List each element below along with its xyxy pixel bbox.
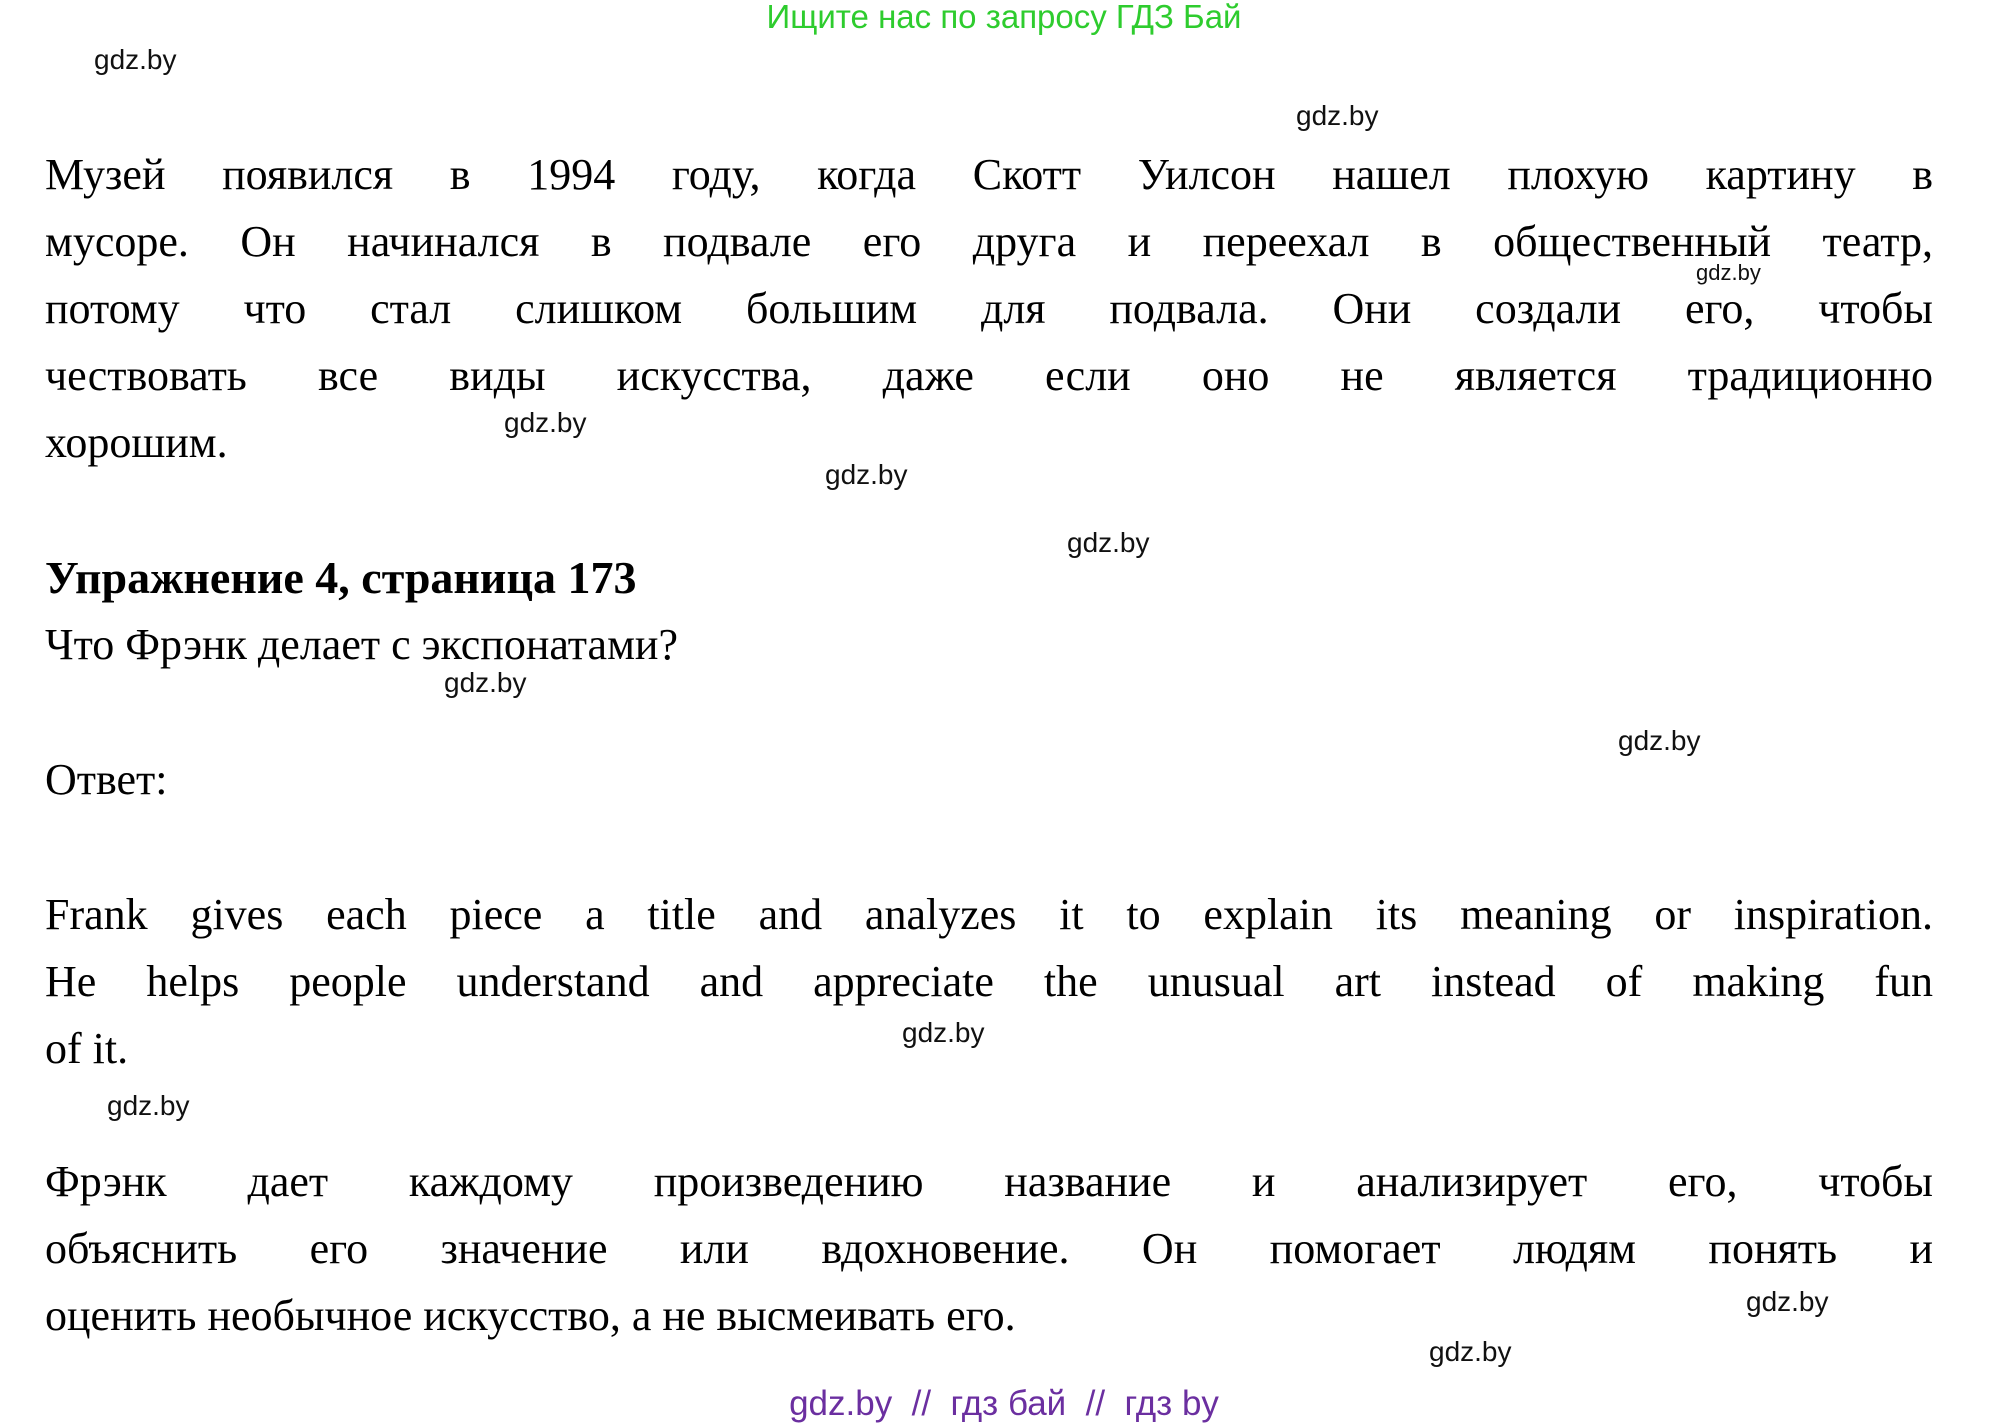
- text-line: потому что стал слишком большим для подвала. Они создали его, чтобы: [45, 284, 1933, 333]
- text-line: чествовать все виды искусства, даже если оно не является традиционно: [45, 351, 1933, 400]
- answer-label: Ответ:: [45, 755, 168, 804]
- text-line: Музей появился в 1994 году, когда Скотт Уилсон нашел плохую картину в: [45, 150, 1933, 199]
- watermark: gdz.by: [444, 667, 527, 698]
- text-line: хорошим.: [45, 418, 228, 467]
- watermark: gdz.by: [902, 1017, 985, 1048]
- text-line: оценить необычное искусство, а не высмеивать его.: [45, 1291, 1016, 1340]
- text-line: объяснить его значение или вдохновение. Он помогает людям понять и: [45, 1224, 1933, 1273]
- exercise-question: Что Фрэнк делает с экспонатами?: [45, 620, 678, 669]
- exercise-heading: Упражнение 4, страница 173: [45, 552, 637, 603]
- search-hint-banner: Ищите нас по запросу ГДЗ Бай: [766, 0, 1242, 35]
- footer-links[interactable]: gdz.by // гдз бай // гдз by: [789, 1384, 1219, 1423]
- watermark: gdz.by: [1696, 260, 1761, 285]
- text-line: He helps people understand and appreciate the unusual art instead of making fun: [45, 957, 1933, 1006]
- text-line: of it.: [45, 1024, 129, 1073]
- watermark: gdz.by: [1618, 725, 1701, 756]
- watermark: gdz.by: [1746, 1286, 1829, 1317]
- museum-paragraph: [45, 141, 1933, 476]
- watermark: gdz.by: [94, 44, 177, 75]
- text-line: Frank gives each piece a title and analyzes it to explain its meaning or inspiration.: [45, 890, 1933, 939]
- watermark: gdz.by: [825, 459, 908, 490]
- watermark: gdz.by: [1067, 527, 1150, 558]
- watermark: gdz.by: [107, 1090, 190, 1121]
- answer-english: [45, 881, 1933, 1082]
- watermark: gdz.by: [1429, 1336, 1512, 1367]
- watermark: gdz.by: [1296, 100, 1379, 131]
- text-line: Фрэнк дает каждому произведению название и анализирует его, чтобы: [45, 1157, 1933, 1206]
- watermark: gdz.by: [504, 407, 587, 438]
- answer-russian: [45, 1148, 1933, 1349]
- text-line: мусоре. Он начинался в подвале его друга и переехал в общественный театр,: [45, 217, 1933, 266]
